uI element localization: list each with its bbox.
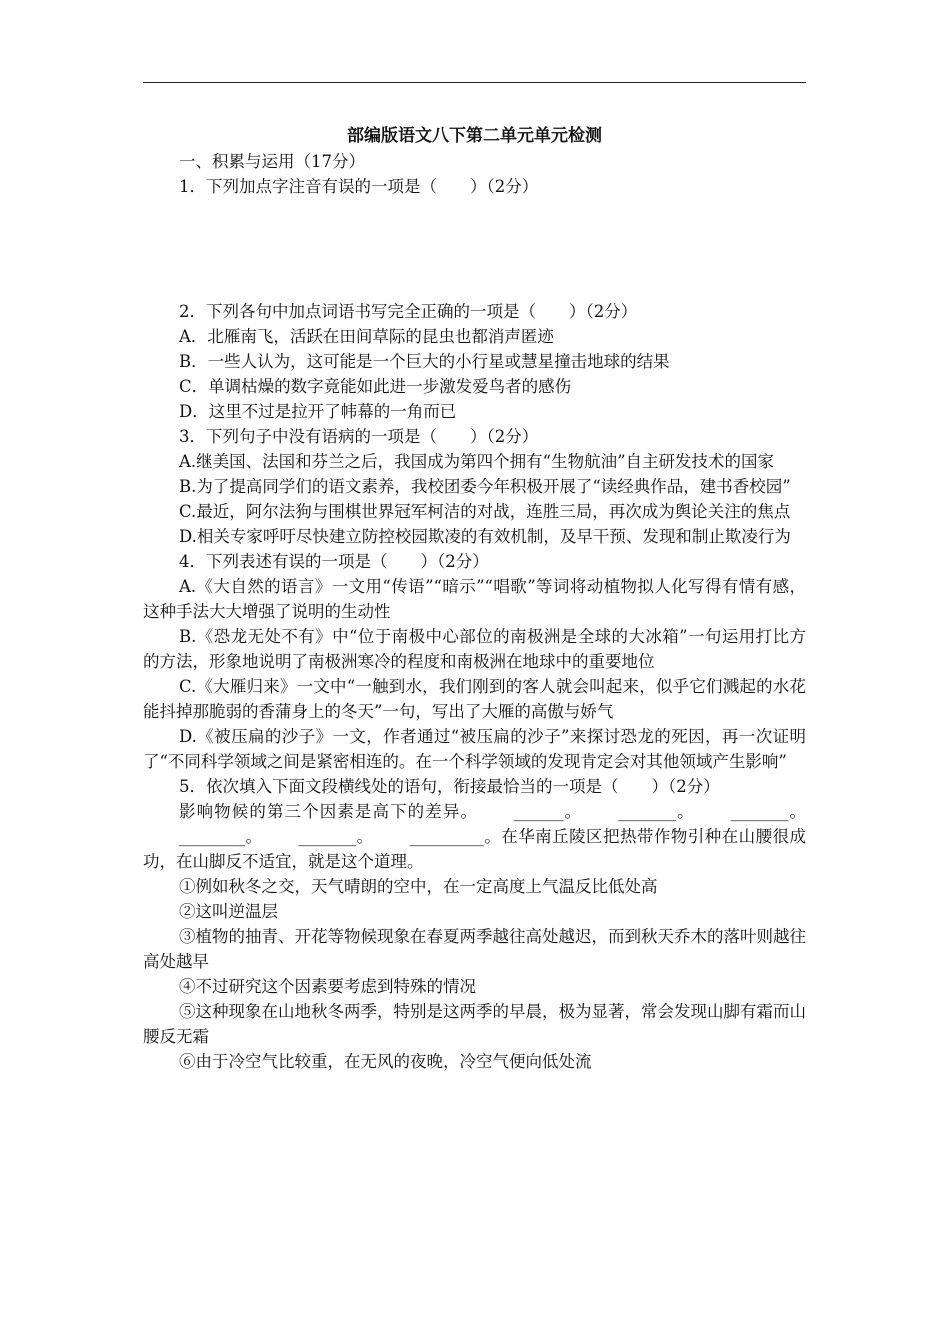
question-1-option-c: [143, 249, 806, 274]
fill-blank-2: _______: [618, 802, 676, 821]
question-2-stem: 2．下列各句中加点词语书写完全正确的一项是（ ）（2分）: [179, 302, 638, 321]
question-5-item-5: ⑤这种现象在山地秋冬两季，特别是这两季的早晨，极为显著，常会发现山脚有霜而山腰反无霜: [143, 1002, 806, 1046]
question-1-option-d: [143, 274, 806, 299]
question-4-option-b: B.《恐龙无处不有》中“位于南极中心部位的南极洲是全球的大冰箱”一句运用打比方的方法，形象地说明了南极洲寒冷的程度和南极洲在地球中的重要地位: [143, 627, 806, 671]
blank-separator: 。: [788, 802, 807, 821]
question-5-item-3: ③植物的抽青、开花等物候现象在春夏两季越往高处越迟，而到秋天乔木的落叶则越往高处越早: [143, 927, 806, 971]
question-3-option-b: B.为了提高同学们的语文素养，我校团委今年积极开展了“读经典作品，建书香校园”: [179, 477, 791, 496]
fill-blank-6: _________: [409, 827, 484, 846]
blank-separator: 。: [245, 827, 263, 846]
question-3-option-a: A.继美国、法国和芬兰之后，我国成为第四个拥有“生物航油”自主研发技术的国家: [179, 452, 775, 471]
fill-blank-1: ______: [514, 802, 564, 821]
question-1-stem: 1．下列加点字注音有误的一项是（ ）（2分）: [179, 177, 539, 196]
question-2-option-a: A．北雁南飞，活跃在田间草际的昆虫也都消声匿迹: [179, 327, 554, 346]
question-5-item-6: ⑥由于冷空气比较重，在无风的夜晚，冷空气便向低处流: [179, 1052, 592, 1071]
fill-blank-4: ________: [179, 827, 245, 846]
blank-separator: 。: [356, 827, 374, 846]
section-heading: 一、积累与运用（17分）: [179, 152, 365, 171]
passage-start: 影响物候的第三个因素是高下的差异。: [179, 802, 479, 821]
question-2-option-c: C．单调枯燥的数字竟能如此进一步激发爱鸟者的感伤: [179, 377, 572, 396]
fill-blank-5: _______: [298, 827, 357, 846]
question-1-option-b: [143, 224, 806, 249]
question-1-option-a: [143, 199, 806, 224]
question-3-stem: 3．下列句子中没有语病的一项是（ ）（2分）: [179, 427, 539, 446]
exam-page: [143, 124, 806, 1074]
question-5-stem: 5．依次填入下面文段横线处的语句，衔接最恰当的一项是（ ）（2分）: [179, 777, 720, 796]
question-5-item-2: ②这叫逆温层: [179, 902, 278, 921]
question-5-passage: [143, 799, 806, 874]
fill-blank-3: _______: [730, 802, 789, 821]
passage-end: 。在华南丘陵区把热带作物引种在山腰很成功，在山脚反不适宜，就是这个道理。: [143, 827, 807, 871]
question-5-item-4: ④不过研究这个因素要考虑到特殊的情况: [179, 977, 476, 996]
question-3-option-d: D.相关专家呼吁尽快建立防控校园欺凌的有效机制，及早干预、发现和制止欺凌行为: [179, 527, 791, 546]
header-rule: [143, 82, 806, 83]
page-title: 部编版语文八下第二单元单元检测: [347, 126, 602, 146]
question-4-stem: 4．下列表述有误的一项是（ ）（2分）: [179, 552, 489, 571]
blank-separator: 。: [675, 802, 695, 821]
question-5-item-1: ①例如秋冬之交，天气晴朗的空中，在一定高度上气温反比低处高: [179, 877, 658, 896]
question-4-option-a: A.《大自然的语言》一文用“传语”“暗示”“唱歌”等词将动植物拟人化写得有情有感，这种手法大大增强了说明的生动性: [143, 577, 806, 621]
blank-separator: 。: [563, 802, 583, 821]
question-2-option-b: B．一些人认为，这可能是一个巨大的小行星或慧星撞击地球的结果: [179, 352, 670, 371]
question-4-option-c: C.《大雁归来》一文中“一触到水，我们刚到的客人就会叫起来，似乎它们溅起的水花能抖掉那脆弱的香蒲身上的冬天”一句，写出了大雁的高傲与娇气: [143, 677, 806, 721]
question-3-option-c: C.最近，阿尔法狗与围棋世界冠军柯洁的对战，连胜三局，再次成为舆论关注的焦点: [179, 502, 791, 521]
question-2-option-d: D．这里不过是拉开了帏幕的一角而已: [179, 402, 457, 421]
question-4-option-d: D.《被压扁的沙子》一文，作者通过“被压扁的沙子”来探讨恐龙的死因，再一次证明了“不同科学领域之间是紧密相连的。在一个科学领域的发现肯定会对其他领域产生影响”: [143, 727, 806, 771]
